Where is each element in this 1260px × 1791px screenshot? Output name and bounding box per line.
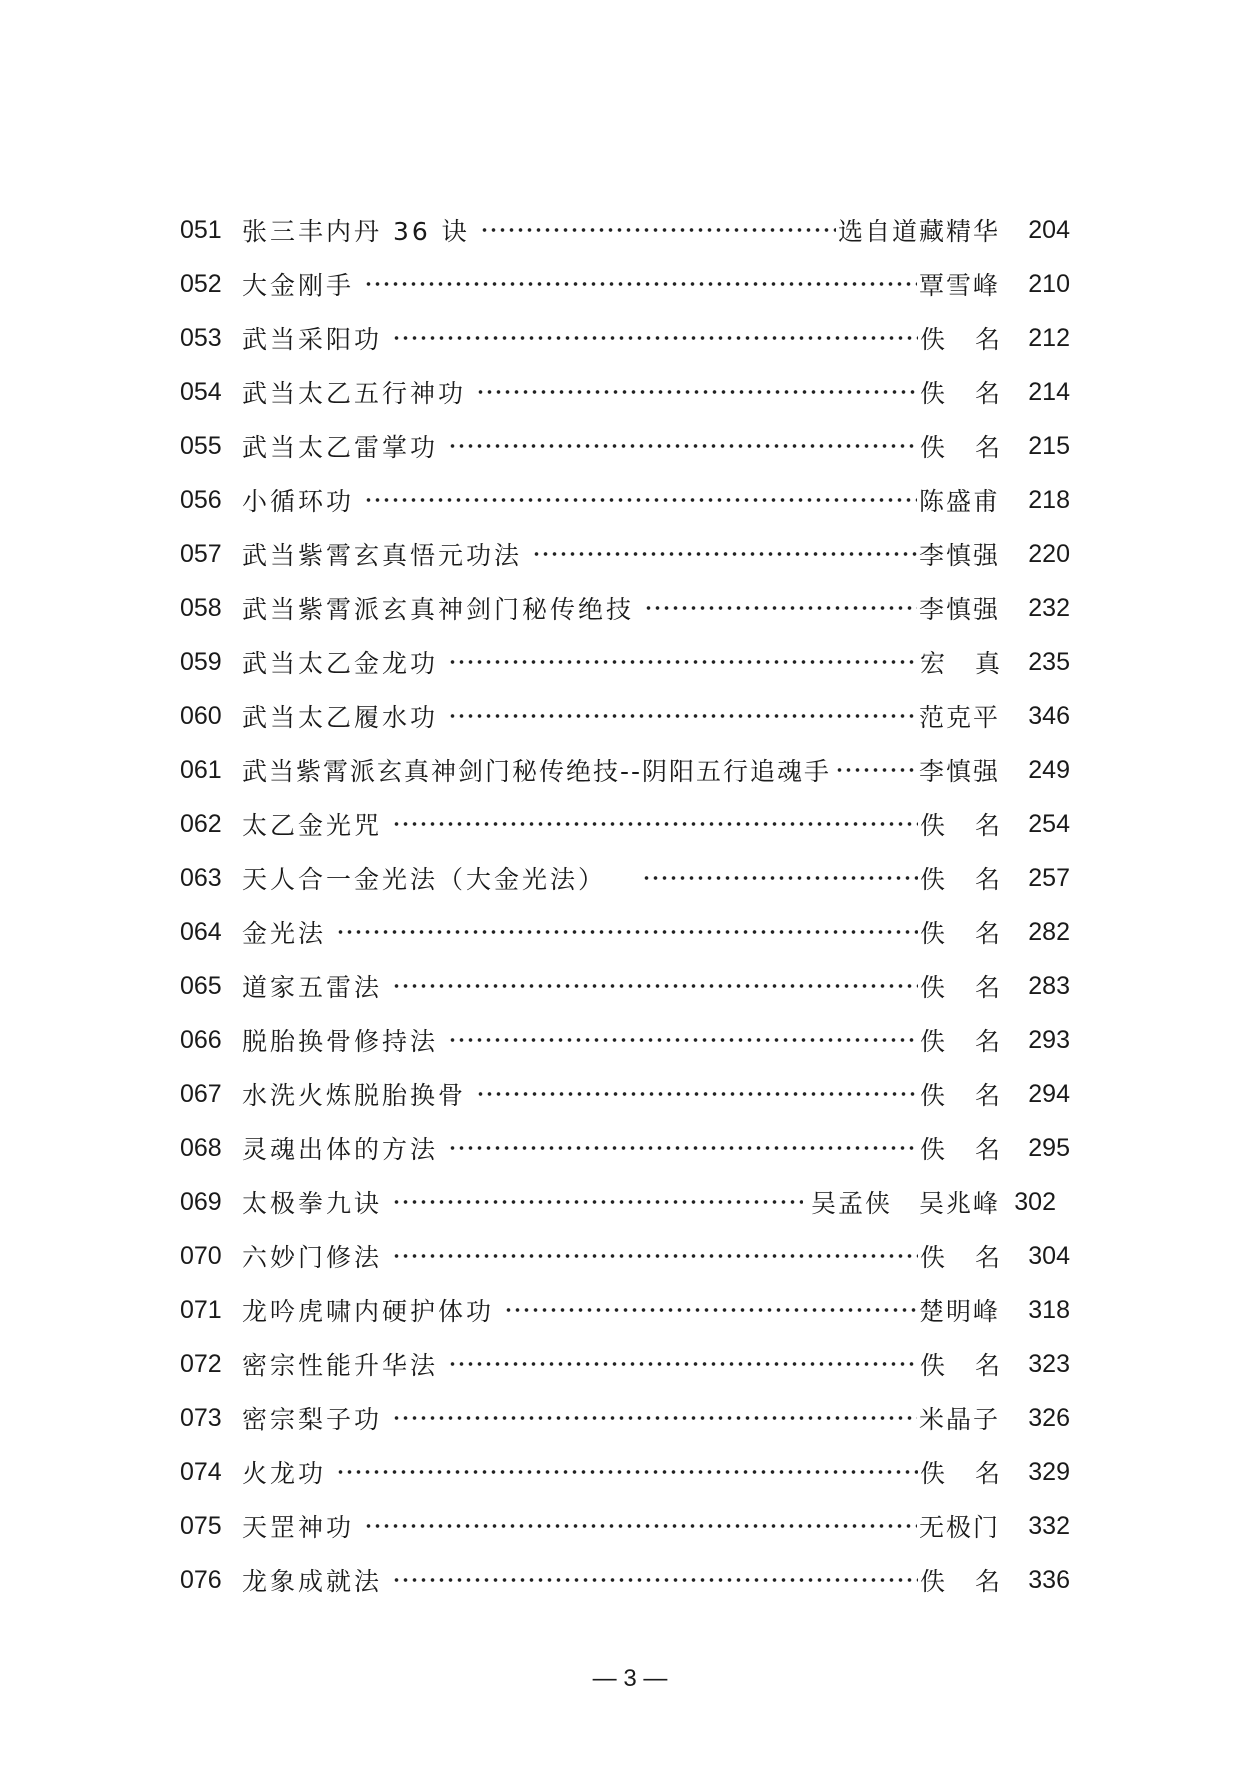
entry-page: 218 (1028, 485, 1070, 514)
entry-title: 密宗性能升华法 (242, 1351, 439, 1380)
entry-author: 佚名 (919, 1459, 1030, 1488)
entry-title: 武当紫霄玄真悟元功法 (242, 541, 523, 570)
entry-author: 陈盛甫 (918, 487, 1000, 516)
dot-leader (392, 1253, 918, 1259)
dot-leader (392, 1577, 918, 1583)
toc-entry[interactable] (180, 1121, 1070, 1175)
entry-author: 佚名 (919, 865, 1030, 894)
entry-author: 佚名 (919, 1567, 1030, 1596)
page-number-footer: — 3 — (592, 1665, 668, 1692)
entry-page: 332 (1028, 1511, 1070, 1540)
toc-entry[interactable] (180, 1499, 1070, 1553)
toc-entry[interactable] (180, 1553, 1070, 1607)
entry-number: 055 (180, 431, 222, 460)
entry-page: 295 (1028, 1133, 1070, 1162)
entry-title: 密宗梨子功 (242, 1405, 383, 1434)
entry-author: 米晶子 (918, 1405, 1000, 1434)
entry-author: 佚名 (919, 919, 1030, 948)
entry-title: 武当紫霄派玄真神剑门秘传绝技 (242, 595, 635, 624)
entry-number: 069 (180, 1187, 222, 1216)
dot-leader (336, 929, 918, 935)
dot-leader (532, 551, 917, 557)
entry-number: 075 (180, 1511, 222, 1540)
entry-author: 李慎强 (918, 595, 1000, 624)
entry-title: 脱胎换骨修持法 (242, 1027, 439, 1056)
dot-leader (476, 1091, 918, 1097)
dot-leader (448, 713, 917, 719)
entry-title: 武当紫霄派玄真神剑门秘传绝技--阴阳五行追魂手 (242, 757, 832, 786)
entry-number: 054 (180, 377, 222, 406)
entry-title: 武当采阳功 (242, 325, 383, 354)
entry-author: 佚名 (919, 379, 1030, 408)
entry-author: 佚名 (919, 325, 1030, 354)
dot-leader (364, 497, 917, 503)
toc-entry[interactable] (180, 203, 1070, 257)
entry-number: 063 (180, 863, 222, 892)
entry-number: 065 (180, 971, 222, 1000)
entry-number: 051 (180, 215, 222, 244)
toc-entry[interactable] (180, 473, 1070, 527)
toc-entry[interactable] (180, 1229, 1070, 1283)
toc-entry[interactable] (180, 419, 1070, 473)
entry-page: 326 (1028, 1403, 1070, 1432)
entry-number: 060 (180, 701, 222, 730)
entry-page: 293 (1028, 1025, 1070, 1054)
entry-page: 212 (1028, 323, 1070, 352)
dot-leader (336, 1469, 918, 1475)
entry-number: 072 (180, 1349, 222, 1378)
entry-page: 220 (1028, 539, 1070, 568)
entry-title: 龙象成就法 (242, 1567, 383, 1596)
toc-entry[interactable] (180, 1445, 1070, 1499)
entry-author: 楚明峰 (918, 1297, 1000, 1326)
toc-entry[interactable] (180, 1283, 1070, 1337)
entry-page: 210 (1028, 269, 1070, 298)
entry-author: 佚名 (919, 1135, 1030, 1164)
entry-title: 天罡神功 (242, 1513, 355, 1542)
dot-leader (364, 281, 917, 287)
dot-leader (642, 875, 918, 881)
dot-leader (448, 1037, 918, 1043)
dot-leader (392, 821, 918, 827)
toc-entry[interactable] (180, 527, 1070, 581)
entry-page: 204 (1028, 215, 1070, 244)
entry-title: 武当太乙雷掌功 (242, 433, 439, 462)
entry-page: 235 (1028, 647, 1070, 676)
dot-leader (448, 443, 918, 449)
dot-leader (392, 335, 918, 341)
entry-title: 大金刚手 (242, 271, 355, 300)
entry-title: 太乙金光咒 (242, 811, 383, 840)
toc-entry[interactable] (180, 797, 1070, 851)
entry-title: 金光法 (242, 919, 327, 948)
entry-number: 064 (180, 917, 222, 946)
dot-leader (448, 1361, 918, 1367)
entry-author: 宏真 (919, 649, 1030, 678)
entry-number: 067 (180, 1079, 222, 1108)
toc-entry[interactable] (180, 959, 1070, 1013)
entry-page: 254 (1028, 809, 1070, 838)
toc-entry[interactable] (180, 1013, 1070, 1067)
entry-number: 061 (180, 755, 222, 784)
dot-leader (476, 389, 918, 395)
entry-title: 武当太乙五行神功 (242, 379, 467, 408)
entry-title: 武当太乙金龙功 (242, 649, 439, 678)
entry-author: 范克平 (918, 703, 1000, 732)
entry-number: 056 (180, 485, 222, 514)
entry-page: 318 (1028, 1295, 1070, 1324)
entry-author: 佚名 (919, 1027, 1030, 1056)
entry-author: 无极门 (918, 1513, 1000, 1542)
entry-number: 058 (180, 593, 222, 622)
entry-page: 282 (1028, 917, 1070, 946)
entry-page: 323 (1028, 1349, 1070, 1378)
toc-entry[interactable] (180, 1337, 1070, 1391)
toc-entry[interactable] (180, 851, 1070, 905)
dot-leader (392, 1199, 803, 1205)
toc-entry[interactable] (180, 581, 1070, 635)
toc-entry[interactable] (180, 311, 1070, 365)
toc-entry[interactable] (180, 365, 1070, 419)
toc-entry[interactable] (180, 1067, 1070, 1121)
entry-number: 059 (180, 647, 222, 676)
entry-number: 053 (180, 323, 222, 352)
entry-page: 214 (1028, 377, 1070, 406)
entry-author: 佚名 (919, 1081, 1030, 1110)
toc-entry[interactable] (180, 905, 1070, 959)
dot-leader (364, 1523, 917, 1529)
entry-author: 李慎强 (918, 757, 1000, 786)
toc-entry[interactable] (180, 689, 1070, 743)
entry-page: 249 (1028, 755, 1070, 784)
entry-number: 076 (180, 1565, 222, 1594)
dot-leader (392, 983, 918, 989)
entry-author: 佚名 (919, 811, 1030, 840)
entry-page: 336 (1028, 1565, 1070, 1594)
entry-title: 水洗火炼脱胎换骨 (242, 1081, 467, 1110)
entry-author: 佚名 (919, 1243, 1030, 1272)
dot-leader (835, 767, 917, 773)
entry-number: 052 (180, 269, 222, 298)
entry-page: 232 (1028, 593, 1070, 622)
entry-title: 灵魂出体的方法 (242, 1135, 439, 1164)
toc-entry[interactable] (180, 1391, 1070, 1445)
entry-title: 太极拳九诀 (242, 1189, 383, 1218)
entry-title: 六妙门修法 (242, 1243, 383, 1272)
entry-page: 302 (1014, 1187, 1056, 1216)
entry-title: 张三丰内丹 36 诀 (242, 217, 470, 246)
entry-title: 龙吟虎啸内硬护体功 (242, 1297, 495, 1326)
entry-page: 304 (1028, 1241, 1070, 1270)
entry-title: 道家五雷法 (242, 973, 383, 1002)
entry-title: 小循环功 (242, 487, 355, 516)
entry-title: 武当太乙履水功 (242, 703, 439, 732)
toc-entry[interactable] (180, 1175, 1070, 1229)
entry-number: 057 (180, 539, 222, 568)
entry-page: 283 (1028, 971, 1070, 1000)
entry-author: 佚名 (919, 1351, 1030, 1380)
dot-leader (480, 227, 836, 233)
dot-leader (448, 659, 918, 665)
entry-page: 329 (1028, 1457, 1070, 1486)
entry-number: 070 (180, 1241, 222, 1270)
dot-leader (448, 1145, 918, 1151)
entry-number: 073 (180, 1403, 222, 1432)
entry-author: 佚名 (919, 433, 1030, 462)
dot-leader (392, 1415, 917, 1421)
dot-leader (504, 1307, 917, 1313)
entry-number: 071 (180, 1295, 222, 1324)
entry-page: 215 (1028, 431, 1070, 460)
entry-author: 吴孟侠 吴兆峰 (810, 1189, 1000, 1218)
entry-number: 068 (180, 1133, 222, 1162)
entry-author: 李慎强 (918, 541, 1000, 570)
entry-author: 选自道藏精华 (837, 217, 1000, 246)
entry-page: 257 (1028, 863, 1070, 892)
entry-title: 火龙功 (242, 1459, 327, 1488)
table-of-contents (180, 203, 1070, 1607)
entry-title: 天人合一金光法（大金光法） (242, 865, 607, 894)
entry-number: 066 (180, 1025, 222, 1054)
dot-leader (644, 605, 917, 611)
entry-author: 覃雪峰 (918, 271, 1000, 300)
entry-number: 062 (180, 809, 222, 838)
entry-number: 074 (180, 1457, 222, 1486)
entry-author: 佚名 (919, 973, 1030, 1002)
toc-entry[interactable] (180, 635, 1070, 689)
entry-page: 346 (1028, 701, 1070, 730)
toc-entry[interactable] (180, 257, 1070, 311)
toc-entry[interactable] (180, 743, 1070, 797)
entry-page: 294 (1028, 1079, 1070, 1108)
